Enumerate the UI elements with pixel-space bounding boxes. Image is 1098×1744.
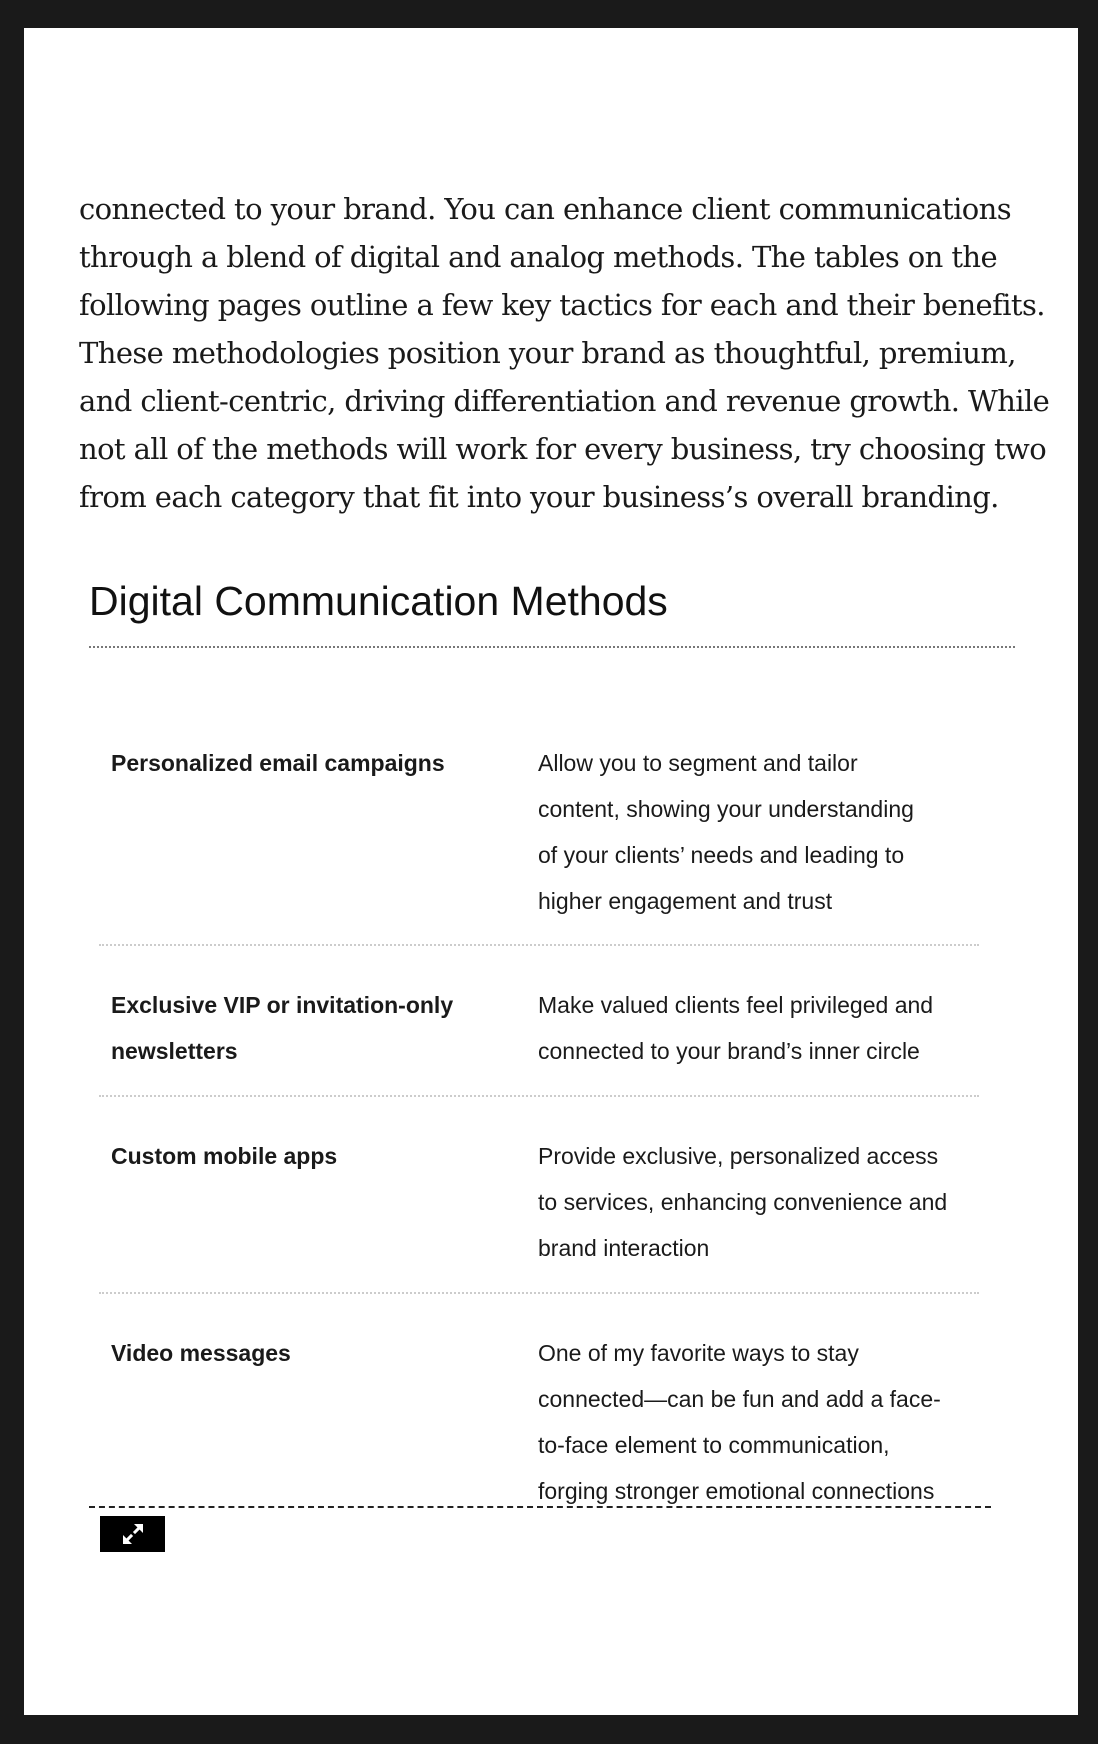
benefit-line: Make valued clients feel privileged and: [538, 992, 934, 1018]
method-benefit: [538, 1330, 978, 1514]
benefit-line: of your clients’ needs and leading to: [538, 842, 905, 868]
method-name: [111, 982, 521, 1074]
row-divider: [99, 944, 979, 946]
benefit-line: to-face element to communication,: [538, 1432, 890, 1458]
intro-line: not all of the methods will work for every business, try choosing two: [79, 432, 1047, 466]
benefit-line: Allow you to segment and tailor: [538, 750, 858, 776]
method-name-line: Video messages: [111, 1340, 291, 1366]
method-name: [111, 740, 521, 786]
method-name-line: Custom mobile apps: [111, 1143, 338, 1169]
intro-line: connected to your brand. You can enhance client communications: [79, 192, 1012, 226]
expand-table-button[interactable]: [100, 1516, 165, 1552]
intro-line: and client-centric, driving differentiation and revenue growth. While: [79, 384, 1050, 418]
intro-line: from each category that fit into your business’s overall branding.: [79, 480, 999, 514]
method-benefit: [538, 1133, 978, 1271]
method-name-line: newsletters: [111, 1038, 238, 1064]
benefit-line: content, showing your understanding: [538, 796, 914, 822]
benefit-line: to services, enhancing convenience and: [538, 1189, 948, 1215]
section-heading: Digital Communication Methods: [89, 578, 668, 624]
intro-line: These methodologies position your brand as thoughtful, premium,: [79, 336, 1016, 370]
row-divider: [99, 1095, 979, 1097]
benefit-line: connected to your brand’s inner circle: [538, 1038, 920, 1064]
intro-line: through a blend of digital and analog methods. The tables on the: [79, 240, 998, 274]
benefit-line: One of my favorite ways to stay: [538, 1340, 859, 1366]
method-name-line: Personalized email campaigns: [111, 750, 445, 776]
benefit-line: Provide exclusive, personalized access: [538, 1143, 939, 1169]
expand-arrows-icon: [119, 1520, 147, 1548]
benefit-line: higher engagement and trust: [538, 888, 833, 914]
intro-paragraph: [79, 185, 1069, 521]
method-name-line: Exclusive VIP or invitation-only: [111, 992, 454, 1018]
method-benefit: [538, 740, 978, 924]
benefit-line: connected—can be fun and add a face-: [538, 1386, 941, 1412]
intro-line: following pages outline a few key tactics for each and their benefits.: [79, 288, 1045, 322]
row-divider: [99, 1292, 979, 1294]
book-page: [24, 28, 1078, 1715]
heading-divider: [89, 646, 1015, 648]
method-benefit: [538, 982, 978, 1074]
table-bottom-divider: [89, 1506, 991, 1508]
method-name: [111, 1133, 521, 1179]
benefit-line: brand interaction: [538, 1235, 710, 1261]
benefit-line: forging stronger emotional connections: [538, 1478, 935, 1504]
method-name: [111, 1330, 521, 1376]
